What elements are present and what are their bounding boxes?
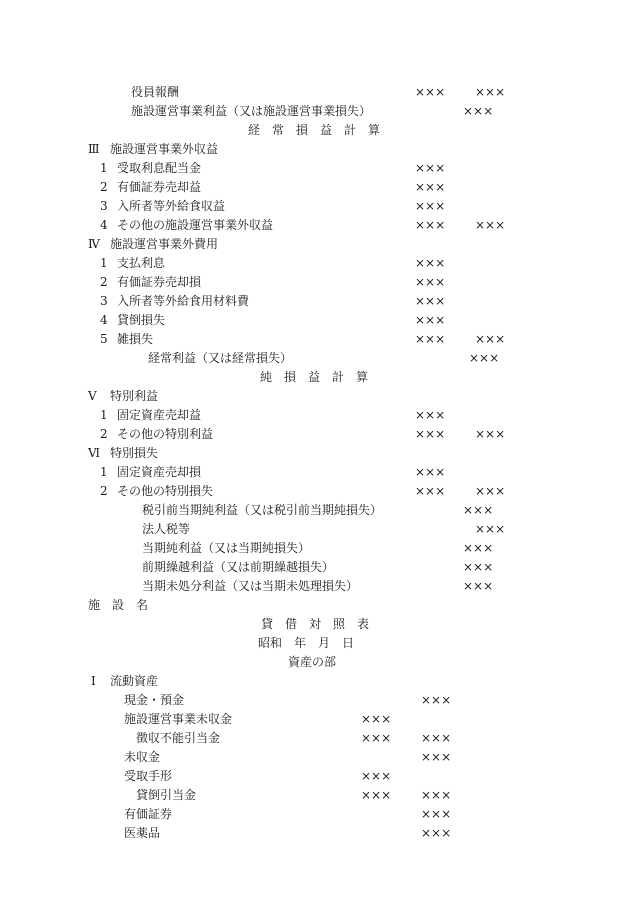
bs-item-label: 貸倒引当金 [136, 788, 197, 802]
bs-row [0, 806, 630, 822]
item-label: 有価証券売却益 [117, 180, 202, 194]
line-item [0, 312, 630, 328]
group-label: 特別損失 [110, 446, 159, 460]
line-amount-b: ××× [475, 85, 506, 99]
bs-row [0, 749, 630, 765]
item-amount-a: ××× [415, 275, 446, 289]
bs-amount-a: ××× [361, 731, 392, 745]
bs-row [0, 692, 630, 708]
item-amount-a: ××× [415, 313, 446, 327]
item-number: 5 [100, 332, 108, 346]
line-label: 当期未処分利益（又は当期未処理損失） [142, 579, 359, 593]
bs-item-label: 有価証券 [124, 807, 173, 821]
line-corporate-tax [0, 521, 630, 537]
item-number: 2 [100, 427, 108, 441]
line-item [0, 483, 630, 499]
bs-row [0, 730, 630, 746]
bs-item-label: 施設運営事業未収金 [124, 712, 233, 726]
bs-amount-b: ××× [421, 826, 452, 840]
item-label: 入所者等外給食収益 [117, 199, 226, 213]
item-amount-a: ××× [415, 256, 446, 270]
item-amount-b: ××× [475, 427, 506, 441]
item-label: 受取利息配当金 [117, 161, 202, 175]
item-amount-a: ××× [415, 427, 446, 441]
line-label: 経常利益（又は経常損失） [148, 351, 293, 365]
line-label: 前期繰越利益（又は前期繰越損失） [142, 560, 335, 574]
bs-amount-b: ××× [421, 750, 452, 764]
item-number: 1 [100, 161, 108, 175]
item-label: 貸倒損失 [117, 313, 166, 327]
item-amount-a: ××× [415, 161, 446, 175]
item-amount-b: ××× [475, 332, 506, 346]
line-ordinary-profit [0, 350, 630, 366]
line-officer-compensation [0, 84, 630, 100]
bs-title-row [0, 616, 630, 632]
item-label: 入所者等外給食用材料費 [117, 294, 250, 308]
group-number: Ⅰ [91, 674, 96, 688]
line-label: 税引前当期純利益（又は税引前当期純損失） [142, 503, 383, 517]
item-number: 3 [100, 294, 108, 308]
item-amount-a: ××× [415, 332, 446, 346]
group-number: Ⅵ [88, 446, 101, 460]
line-amount-b: ××× [463, 560, 494, 574]
group-heading [0, 141, 630, 157]
line-amount-b: ××× [463, 503, 494, 517]
line-label: 当期純利益（又は当期純損失） [142, 541, 311, 555]
bs-row [0, 711, 630, 727]
item-label: 固定資産売却益 [117, 408, 202, 422]
line-item [0, 217, 630, 233]
line-item [0, 426, 630, 442]
assets-section-heading: 資産の部 [288, 655, 337, 669]
item-label: その他の特別利益 [117, 427, 214, 441]
section-heading-ordinary [0, 122, 630, 138]
group-label: 施設運営事業外費用 [110, 237, 219, 251]
line-item [0, 179, 630, 195]
line-item [0, 464, 630, 480]
item-number: 1 [100, 256, 108, 270]
item-label: 支払利息 [117, 256, 166, 270]
item-number: 2 [100, 484, 108, 498]
item-number: 1 [100, 465, 108, 479]
bs-amount-a: ××× [361, 769, 392, 783]
group-number: Ⅳ [88, 237, 100, 251]
item-amount-a: ××× [415, 294, 446, 308]
line-item [0, 407, 630, 423]
item-number: 2 [100, 180, 108, 194]
group-number: Ⅴ [88, 389, 97, 403]
bs-amount-b: ××× [421, 693, 452, 707]
line-item [0, 274, 630, 290]
bs-group-heading [0, 673, 630, 689]
item-amount-b: ××× [475, 484, 506, 498]
line-amount-b: ××× [463, 541, 494, 555]
line-prior-retained [0, 559, 630, 575]
group-heading [0, 445, 630, 461]
item-amount-a: ××× [415, 180, 446, 194]
group-label: 流動資産 [110, 674, 159, 688]
item-number: 3 [100, 199, 108, 213]
section-heading-net [0, 369, 630, 385]
bs-item-label: 受取手形 [124, 769, 173, 783]
line-amount-b: ××× [463, 104, 494, 118]
item-amount-a: ××× [415, 465, 446, 479]
group-label: 特別利益 [110, 389, 159, 403]
bs-amount-b: ××× [421, 731, 452, 745]
line-amount-b: ××× [475, 522, 506, 536]
item-amount-a: ××× [415, 199, 446, 213]
bs-amount-b: ××× [421, 807, 452, 821]
line-amount-b: ××× [463, 579, 494, 593]
section-heading: 経 常 損 益 計 算 [248, 123, 381, 137]
item-amount-a: ××× [415, 218, 446, 232]
bs-section-row [0, 654, 630, 670]
bs-amount-a: ××× [361, 712, 392, 726]
bs-item-label: 徴収不能引当金 [136, 731, 221, 745]
line-label: 施設運営事業利益（又は施設運営事業損失） [131, 104, 372, 118]
bs-amount-b: ××× [421, 788, 452, 802]
bs-amount-a: ××× [361, 788, 392, 802]
item-number: 4 [100, 218, 108, 232]
bs-item-label: 未収金 [124, 750, 161, 764]
line-pretax-profit [0, 502, 630, 518]
item-label: 雑損失 [117, 332, 154, 346]
item-label: その他の特別損失 [117, 484, 214, 498]
line-item [0, 331, 630, 347]
item-amount-b: ××× [475, 218, 506, 232]
bs-row [0, 825, 630, 841]
line-operating-profit [0, 103, 630, 119]
group-label: 施設運営事業外収益 [110, 142, 219, 156]
item-number: 2 [100, 275, 108, 289]
bs-date-row [0, 635, 630, 651]
line-item [0, 160, 630, 176]
bs-item-label: 医薬品 [124, 826, 161, 840]
line-label: 役員報酬 [131, 85, 180, 99]
line-label: 法人税等 [142, 522, 191, 536]
item-label: 固定資産売却損 [117, 465, 202, 479]
item-label: 有価証券売却損 [117, 275, 202, 289]
line-item [0, 198, 630, 214]
line-net-profit [0, 540, 630, 556]
item-number: 4 [100, 313, 108, 327]
line-unappropriated [0, 578, 630, 594]
line-item [0, 255, 630, 271]
balance-sheet-date: 昭和 年 月 日 [258, 636, 355, 650]
facility-label: 施 設 名 [88, 598, 149, 612]
item-amount-a: ××× [415, 484, 446, 498]
line-item [0, 293, 630, 309]
section-heading: 純 損 益 計 算 [260, 370, 369, 384]
balance-sheet-title: 貸 借 対 照 表 [261, 617, 370, 631]
group-number: Ⅲ [88, 142, 100, 156]
bs-row [0, 787, 630, 803]
item-label: その他の施設運営事業外収益 [117, 218, 274, 232]
line-amount-a: ××× [415, 85, 446, 99]
bs-item-label: 現金・預金 [124, 693, 185, 707]
item-number: 1 [100, 408, 108, 422]
group-heading [0, 236, 630, 252]
line-amount-b: ××× [469, 351, 500, 365]
bs-row [0, 768, 630, 784]
facility-name-row [0, 597, 630, 613]
group-heading [0, 388, 630, 404]
item-amount-a: ××× [415, 408, 446, 422]
